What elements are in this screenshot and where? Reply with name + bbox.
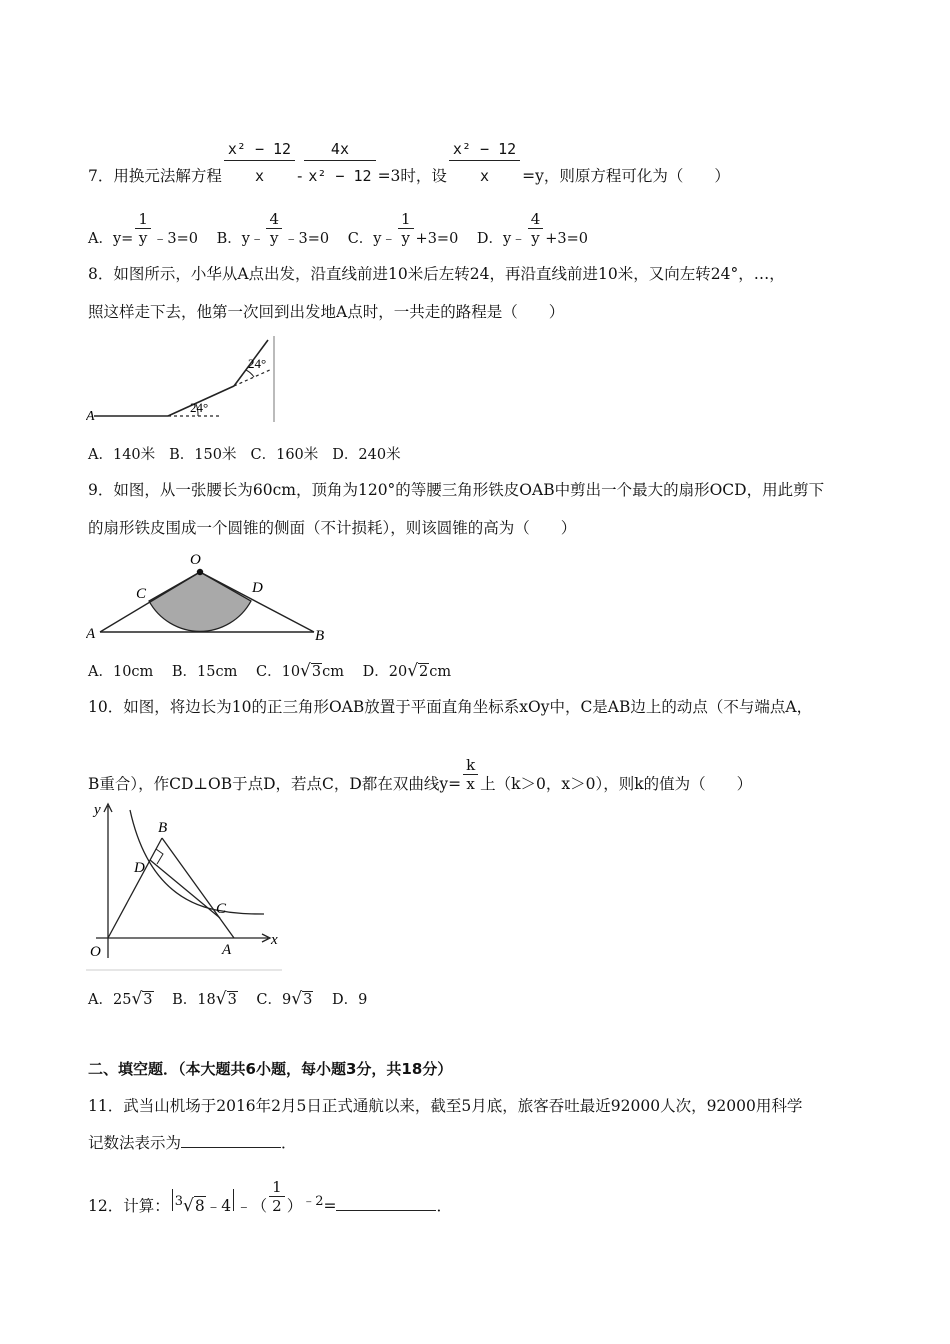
q8-options <box>88 443 415 464</box>
q8-option-d: D．240米 <box>332 447 401 463</box>
section2-title: 二、填空题．（本大题共6小题，每小题3分，共18分） <box>88 1060 453 1078</box>
cube-root: $^3$√8 <box>174 1193 205 1216</box>
q11-line1: 11．武当山机场于2016年2月5日正式通航以来，截至5月底，旅客吞吐最近92000人次，92000用科学 <box>88 1097 803 1115</box>
sector-ocd <box>149 572 251 631</box>
q7-line: 7．用换元法解方程 $\frac{\text{x² − 12}}{x}$ - $\frac{4x}{\text{x² − 12}}$ =3时，设 $\frac{\text{x² − 12}}{x}$ =y，则原方程可化为（ ） <box>88 140 730 185</box>
q8-option-b: B．150米 <box>169 447 237 463</box>
q10-option-d: D．9 <box>331 992 368 1008</box>
q7-prefix: 7．用换元法解方程 <box>88 167 222 185</box>
q7-options <box>88 210 602 248</box>
q10-option-a: A．25√3 <box>88 989 153 1009</box>
q9-option-a: A．10cm <box>88 664 154 680</box>
label-b: B <box>315 628 325 644</box>
vertex-o-dot <box>197 569 203 575</box>
q10-frac: $\frac{k}{x}$ <box>463 756 478 793</box>
q11-line2: 记数法表示为 ． <box>88 1134 297 1152</box>
label-x: x <box>271 932 278 948</box>
q7-option-b: B．y﹣ $\frac{4}{y}$ ﹣3=0 <box>216 210 330 247</box>
q9-figure <box>86 548 336 646</box>
q7-frac1: $\frac{\text{x² − 12}}{x}$ <box>224 140 295 185</box>
q8-option-c: C．160米 <box>250 447 319 463</box>
q8-option-a: A．140米 <box>88 447 156 463</box>
q10-line2: B重合），作CD⊥OB于点D，若点C，D都在双曲线y= $\frac{k}{x}$ 上（k＞0，x＞0），则k的值为（ ） <box>88 756 753 793</box>
label-y: y <box>94 802 101 818</box>
label-b: B <box>158 820 168 836</box>
q10-option-c: C．9√3 <box>256 989 313 1009</box>
side-ob <box>108 838 162 938</box>
angle-label-2: 24° <box>248 356 267 371</box>
label-a: A <box>222 942 232 958</box>
label-c: C <box>136 586 147 602</box>
q9-line1: 9．如图，从一张腰长为60cm，顶角为120°的等腰三角形铁皮OAB中剪出一个最大的扇形OCD，用此剪下 <box>88 481 825 499</box>
q9-line2: 的扇形铁皮围成一个圆锥的侧面（不计损耗），则该圆锥的高为（ ） <box>88 519 577 537</box>
q9-options <box>88 660 465 681</box>
q7-option-d: D．y﹣ $\frac{4}{y}$ +3=0 <box>476 210 589 247</box>
q10-option-b: B．18√3 <box>172 989 237 1009</box>
label-o: O <box>90 944 101 960</box>
right-angle-mark <box>156 849 163 864</box>
segment-cd <box>150 860 220 918</box>
q11-answer-blank[interactable] <box>181 1133 281 1148</box>
q10-line1: 10．如图，将边长为10的正三角形OAB放置于平面直角坐标系xOy中，C是AB边上的动点（不与端点A， <box>88 698 813 716</box>
abs-bar-left <box>172 1189 173 1211</box>
q9-option-d: D．20√2cm <box>362 661 452 681</box>
q10-figure <box>86 800 286 972</box>
abs-bar-right <box>233 1189 234 1211</box>
q7-frac3: $\frac{\text{x² − 12}}{x}$ <box>449 140 520 185</box>
side-ab <box>162 838 234 938</box>
q12-answer-blank[interactable] <box>336 1196 436 1211</box>
q8-line1: 8．如图所示，小华从A点出发，沿直线前进10米后左转24，再沿直线前进10米，又向左转24°，…， <box>88 265 785 283</box>
q8-figure <box>86 336 278 424</box>
q9-option-c: C．10√3cm <box>256 661 344 681</box>
label-c: C <box>216 901 227 917</box>
q9-option-b: B．15cm <box>171 664 238 680</box>
label-a: A <box>86 626 96 642</box>
angle-arc-2 <box>246 370 254 377</box>
q10-options <box>88 988 381 1009</box>
label-d: D <box>134 860 145 876</box>
q7-option-c: C．y﹣ $\frac{1}{y}$ +3=0 <box>347 210 459 247</box>
label-a: A <box>86 409 95 424</box>
q7-option-a: A．y= $\frac{1}{y}$ ﹣3=0 <box>88 210 198 247</box>
label-d: D <box>252 580 263 596</box>
q8-line2: 照这样走下去，他第一次回到出发地A点时，一共走的路程是（ ） <box>88 303 565 321</box>
angle-label-1: 24° <box>190 400 209 415</box>
label-o: O <box>190 552 201 568</box>
q12-frac: $\frac{1}{2}$ <box>269 1178 285 1215</box>
q7-frac2: $\frac{4x}{\text{x² − 12}}$ <box>304 140 375 185</box>
q12-line: 12．计算： $^3$√8﹣4 ﹣（ $\frac{1}{2}$ ）$^{﹣2}$= ． <box>88 1178 452 1216</box>
